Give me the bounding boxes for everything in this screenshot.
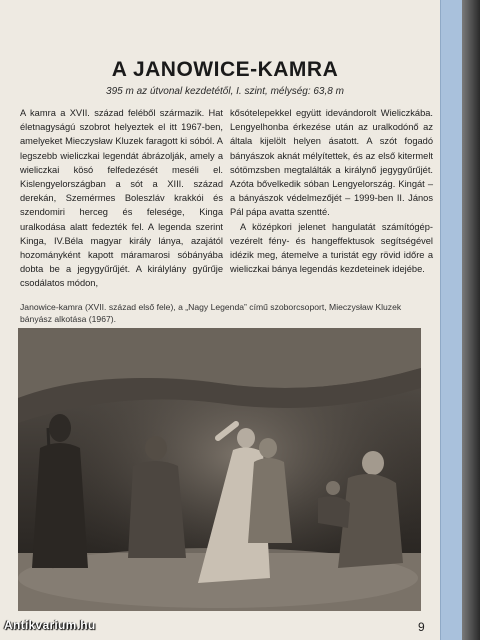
paragraph: A középkori jelenet hangulatát számítógép-vezérelt fény- és hangeffektusok segítségével idézik meg, átemelve a turistát egy rövid időre a wieliczkai bánya legendás kezdeteinek idejébe. <box>230 221 433 275</box>
book-edge <box>462 0 480 640</box>
side-color-strip <box>440 0 462 640</box>
watermark-logo: Antikvarium.hu <box>4 618 96 632</box>
salt-sculpture-photo-icon <box>18 328 421 611</box>
paragraph: kősótelepekkel együtt idevándorolt Wieliczkába. Lengyelhonba érkezése után az uralkodónő az általa kijelölt helyen ásatott. A szót fogadó bányászok aknát mélyítettek, és az első kitermelt sótömzsben megtalálták a királynő jegygyűrűjét. Azóta bővelkedik sóban Lengyelország. Kingát – a bányászok védelmezőjét – 1999-ben II. János Pál pápa avatta szentté. <box>230 108 433 218</box>
page-subtitle: 395 m az útvonal kezdetétől, I. szint, mélység: 63,8 m <box>106 86 344 97</box>
page-number: 9 <box>418 620 425 634</box>
photo-illustration <box>18 328 421 611</box>
text-column-left <box>20 106 223 291</box>
paragraph: A kamra a XVII. század feléből származik. Hat életnagyságú szobrot helyeztek el itt 1967-ben, amelyeket Mieczysław Kluzek faragott ki sóból. A legszebb wieliczkai legendát ábrázolják, amely a wieliczkai kösó felfedezését meséli el. Kislengyelországban a sót a XIII. század derekán, Szemérmes Boleszláv krakkói és szendomiri herceg és felesége, Kinga uralkodása alatt fedezték fel. A legenda szerint Kinga, IV.Béla magyar király lánya, azajától hozományként kapott máramarosi sóbányába dobta be a jegygyűrűjét. A királylány gyűrűje csodálatos módon, <box>20 108 223 289</box>
page-title: A JANOWICE-KAMRA <box>111 58 339 81</box>
photo-caption: Janowice-kamra (XVII. század első fele), a „Nagy Legenda” című szoborcsoport, Mieczysław Kluzek bányász alkotása (1967). <box>20 302 402 324</box>
text-column-right <box>230 106 433 276</box>
